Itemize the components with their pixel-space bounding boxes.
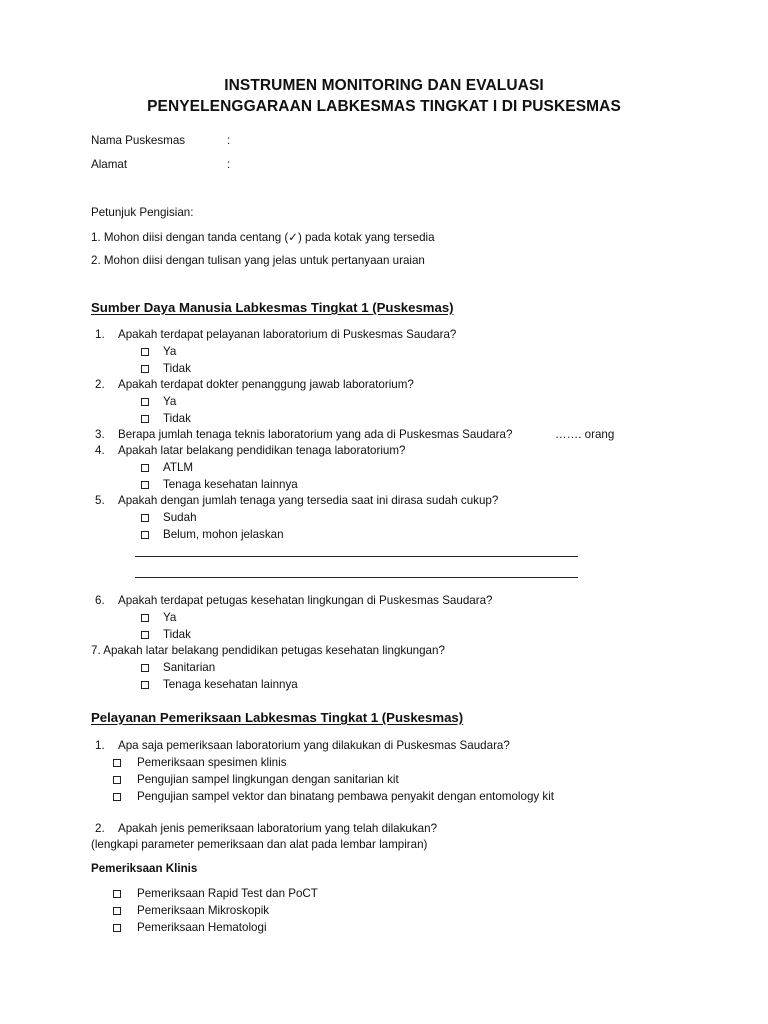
- checkbox[interactable]: [141, 481, 149, 489]
- alamat-label: Alamat: [91, 158, 128, 171]
- option-label: Pemeriksaan spesimen klinis: [137, 756, 287, 769]
- answer-line[interactable]: [135, 556, 578, 557]
- checkbox[interactable]: [141, 464, 149, 472]
- question-text: Apakah terdapat dokter penanggung jawab laboratorium?: [118, 378, 414, 391]
- option-label: Tenaga kesehatan lainnya: [163, 678, 298, 691]
- option-label: Sudah: [163, 511, 197, 524]
- question-text: Apakah terdapat pelayanan laboratorium di Puskesmas Saudara?: [118, 328, 457, 341]
- answer-blank-orang[interactable]: ……. orang: [555, 428, 615, 441]
- question-text: Berapa jumlah tenaga teknis laboratorium yang ada di Puskesmas Saudara?: [118, 428, 513, 441]
- option-label: Belum, mohon jelaskan: [163, 528, 284, 541]
- document-title-line2: PENYELENGGARAAN LABKESMAS TINGKAT I DI PUSKESMAS: [147, 98, 621, 115]
- question-text: Apakah terdapat petugas kesehatan lingkungan di Puskesmas Saudara?: [118, 594, 493, 607]
- section-title-pelayanan: Pelayanan Pemeriksaan Labkesmas Tingkat 1 (Puskesmas): [91, 710, 464, 725]
- checkbox[interactable]: [141, 614, 149, 622]
- question-number: 6.: [95, 594, 105, 607]
- checkbox[interactable]: [113, 759, 121, 767]
- instruction-item-1: 1. Mohon diisi dengan tanda centang (✓) pada kotak yang tersedia: [91, 231, 435, 244]
- checkbox[interactable]: [141, 348, 149, 356]
- checkbox[interactable]: [113, 793, 121, 801]
- section-title-sdm: Sumber Daya Manusia Labkesmas Tingkat 1 (Puskesmas): [91, 300, 454, 315]
- option-label: Tidak: [163, 628, 191, 641]
- option-label: Pemeriksaan Mikroskopik: [137, 904, 270, 917]
- instruction-item-2: 2. Mohon diisi dengan tulisan yang jelas untuk pertanyaan uraian: [91, 254, 425, 267]
- checkbox[interactable]: [113, 776, 121, 784]
- checkbox[interactable]: [141, 664, 149, 672]
- question-number: 2.: [95, 822, 105, 835]
- option-label: Ya: [163, 611, 177, 624]
- option-label: Pemeriksaan Hematologi: [137, 921, 267, 934]
- answer-line[interactable]: [135, 577, 578, 578]
- instructions-heading: Petunjuk Pengisian:: [91, 206, 194, 219]
- question-number: 4.: [95, 444, 105, 457]
- checkbox[interactable]: [141, 681, 149, 689]
- question-number: 2.: [95, 378, 105, 391]
- document-title-line1: INSTRUMEN MONITORING DAN EVALUASI: [224, 77, 544, 94]
- option-label: Ya: [163, 345, 177, 358]
- option-label: Sanitarian: [163, 661, 216, 674]
- option-label: Pemeriksaan Rapid Test dan PoCT: [137, 887, 318, 900]
- nama-puskesmas-label: Nama Puskesmas: [91, 134, 186, 147]
- question-number: 5.: [95, 494, 105, 507]
- option-label: Ya: [163, 395, 177, 408]
- checkbox[interactable]: [113, 907, 121, 915]
- checkbox[interactable]: [141, 415, 149, 423]
- option-label: Pengujian sampel vektor dan binatang pembawa penyakit dengan entomology kit: [137, 790, 555, 803]
- option-label: Tenaga kesehatan lainnya: [163, 478, 298, 491]
- checkbox[interactable]: [113, 890, 121, 898]
- checkbox[interactable]: [141, 531, 149, 539]
- question-text: Apakah latar belakang pendidikan tenaga laboratorium?: [118, 444, 406, 457]
- checkbox[interactable]: [141, 631, 149, 639]
- nama-puskesmas-colon: :: [227, 134, 231, 147]
- question-note: (lengkapi parameter pemeriksaan dan alat pada lembar lampiran): [91, 838, 428, 851]
- alamat-colon: :: [227, 158, 231, 171]
- question-number: 3.: [95, 428, 105, 441]
- question-text: Apakah jenis pemeriksaan laboratorium yang telah dilakukan?: [118, 822, 438, 835]
- checkbox[interactable]: [141, 514, 149, 522]
- subheading-pemeriksaan-klinis: Pemeriksaan Klinis: [91, 862, 198, 875]
- checkbox[interactable]: [141, 365, 149, 373]
- question-text: 7. Apakah latar belakang pendidikan petugas kesehatan lingkungan?: [91, 644, 445, 657]
- question-number: 1.: [95, 328, 105, 341]
- option-label: Tidak: [163, 362, 191, 375]
- option-label: ATLM: [163, 461, 194, 474]
- checkbox[interactable]: [113, 924, 121, 932]
- question-text: Apakah dengan jumlah tenaga yang tersedia saat ini dirasa sudah cukup?: [118, 494, 499, 507]
- option-label: Pengujian sampel lingkungan dengan sanitarian kit: [137, 773, 399, 786]
- question-text: Apa saja pemeriksaan laboratorium yang dilakukan di Puskesmas Saudara?: [118, 739, 510, 752]
- option-label: Tidak: [163, 412, 191, 425]
- checkbox[interactable]: [141, 398, 149, 406]
- question-number: 1.: [95, 739, 105, 752]
